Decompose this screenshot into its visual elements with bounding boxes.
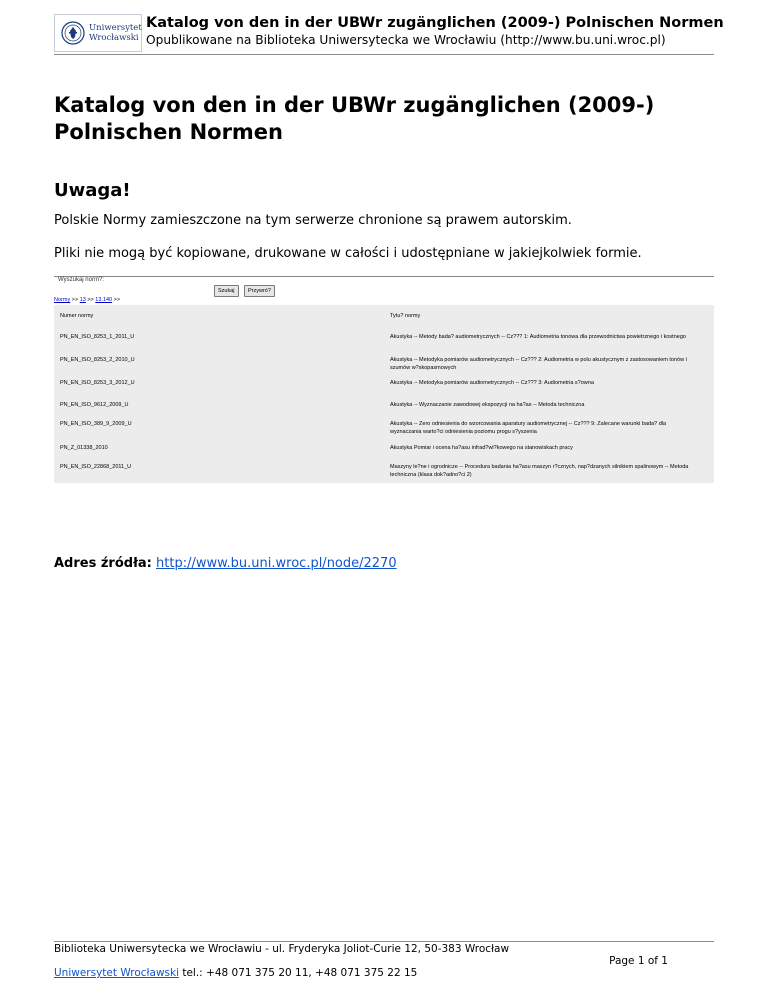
- logo-line-1: Uniwersytet: [89, 23, 142, 33]
- logo-text: [89, 23, 142, 43]
- norm-number: PN_EN_ISO_22868_2011_U: [60, 464, 132, 470]
- restore-button[interactable]: Przywró?: [244, 285, 275, 297]
- breadcrumb: [54, 297, 120, 303]
- table-row[interactable]: [54, 356, 714, 379]
- norm-number: PN_EN_ISO_8253_1_2011_U: [60, 334, 135, 340]
- university-link[interactable]: Uniwersytet Wrocławski: [54, 967, 180, 979]
- breadcrumb-link-13[interactable]: 13: [79, 297, 86, 303]
- page-header: [54, 14, 724, 55]
- norm-number: PN_Z_01338_2010: [60, 445, 108, 451]
- norm-title: Akustyka -- Zero odniesienia do wzorcowania aparatury audiometrycznej -- Cz??? 9: Zalecane warunki bada? dla wyznaczania warto?ci odniesienia poziomu progu s?yszenia: [390, 421, 667, 435]
- table-row[interactable]: [54, 401, 714, 420]
- breadcrumb-separator: >>: [112, 297, 121, 303]
- logo-line-2: Wrocławski: [89, 33, 139, 43]
- norm-title: Akustyka -- Wyznaczanie zawodowej ekspozycji na ha?as -- Metoda techniczna: [390, 402, 585, 408]
- header-subtitle: Opublikowane na Biblioteka Uniwersytecka we Wrocławiu (http://www.bu.uni.wroc.pl): [146, 33, 666, 47]
- breadcrumb-separator: >>: [85, 297, 96, 303]
- search-label: Wyszukaj norm?:: [58, 277, 104, 283]
- university-seal-icon: [61, 21, 85, 45]
- source-address: [54, 556, 397, 571]
- breadcrumb-separator: >>: [70, 297, 80, 303]
- norm-number: PN_EN_ISO_9612_2009_U: [60, 402, 129, 408]
- norm-number: PN_EN_ISO_8253_2_2010_U: [60, 357, 135, 363]
- table-row[interactable]: [54, 463, 714, 483]
- norm-title: Akustyka -- Metodyka pomiarów audiometrycznych -- Cz??? 2: Audiometria w polu akustycznym z zastosowaniem tonów i szumów w?skopasmowych: [390, 357, 687, 371]
- norm-table: [54, 305, 714, 483]
- copyright-notice: Polskie Normy zamieszczone na tym serwerze chronione są prawem autorskim.: [54, 213, 572, 228]
- norm-title: Akustyka -- Metody bada? audiometrycznych -- Cz??? 1: Audiometria tonowa dla przewodnictwa powietrznego i kostnego: [390, 334, 686, 340]
- norm-title: Akustyka -- Metodyka pomiarów audiometrycznych -- Cz??? 3: Audiometria s?owna: [390, 380, 594, 386]
- header-title: Katalog von den in der UBWr zugänglichen (2009-) Polnischen Normen: [146, 15, 724, 31]
- norm-search-panel: [54, 276, 714, 303]
- page-footer: [54, 941, 714, 979]
- breadcrumb-link-13-140[interactable]: 13.140: [95, 297, 113, 303]
- norm-number: PN_EN_ISO_8253_3_2012_U: [60, 380, 135, 386]
- norm-number: PN_EN_ISO_389_9_2009_U: [60, 421, 132, 427]
- breadcrumb-link-normy[interactable]: Normy: [54, 297, 71, 303]
- page-title: Katalog von den in der UBWr zugänglichen (2009-) Polnischen Normen: [54, 93, 655, 144]
- column-header-title: Tytu? normy: [390, 313, 421, 319]
- university-logo: [54, 14, 142, 52]
- norm-title: Maszyny le?ne i ogrodnicze -- Procedura badania ha?asu maszyn r?cznych, nap?dzanych silnikiem spalinowym -- Metoda techniczna (klasa dok?adno?ci 2): [390, 464, 689, 478]
- table-row[interactable]: [54, 420, 714, 444]
- table-row[interactable]: [54, 444, 714, 463]
- usage-notice: Pliki nie mogą być kopiowane, drukowane w całości i udostępniane w jakiejkolwiek formie.: [54, 246, 642, 261]
- norm-title: Akustyka Pomiar i ocena ha?asu infrad?wi?kowego na stanowiskach pracy: [390, 445, 573, 451]
- footer-address: Biblioteka Uniwersytecka we Wrocławiu - ul. Fryderyka Joliot-Curie 12, 50-383 Wrocław: [54, 943, 510, 955]
- source-link[interactable]: http://www.bu.uni.wroc.pl/node/2270: [156, 556, 397, 571]
- search-button[interactable]: Szukaj: [214, 285, 239, 297]
- warning-heading: Uwaga!: [54, 180, 131, 201]
- column-header-number: Numer normy: [60, 313, 94, 319]
- table-row[interactable]: [54, 379, 714, 401]
- footer-contact: [54, 967, 417, 979]
- table-header-row: [54, 305, 714, 333]
- source-label: Adres źródła:: [54, 556, 152, 571]
- footer-phone: tel.: +48 071 375 20 11, +48 071 375 22 15: [179, 967, 418, 979]
- page-number: Page 1 of 1: [609, 955, 668, 967]
- table-row[interactable]: [54, 333, 714, 356]
